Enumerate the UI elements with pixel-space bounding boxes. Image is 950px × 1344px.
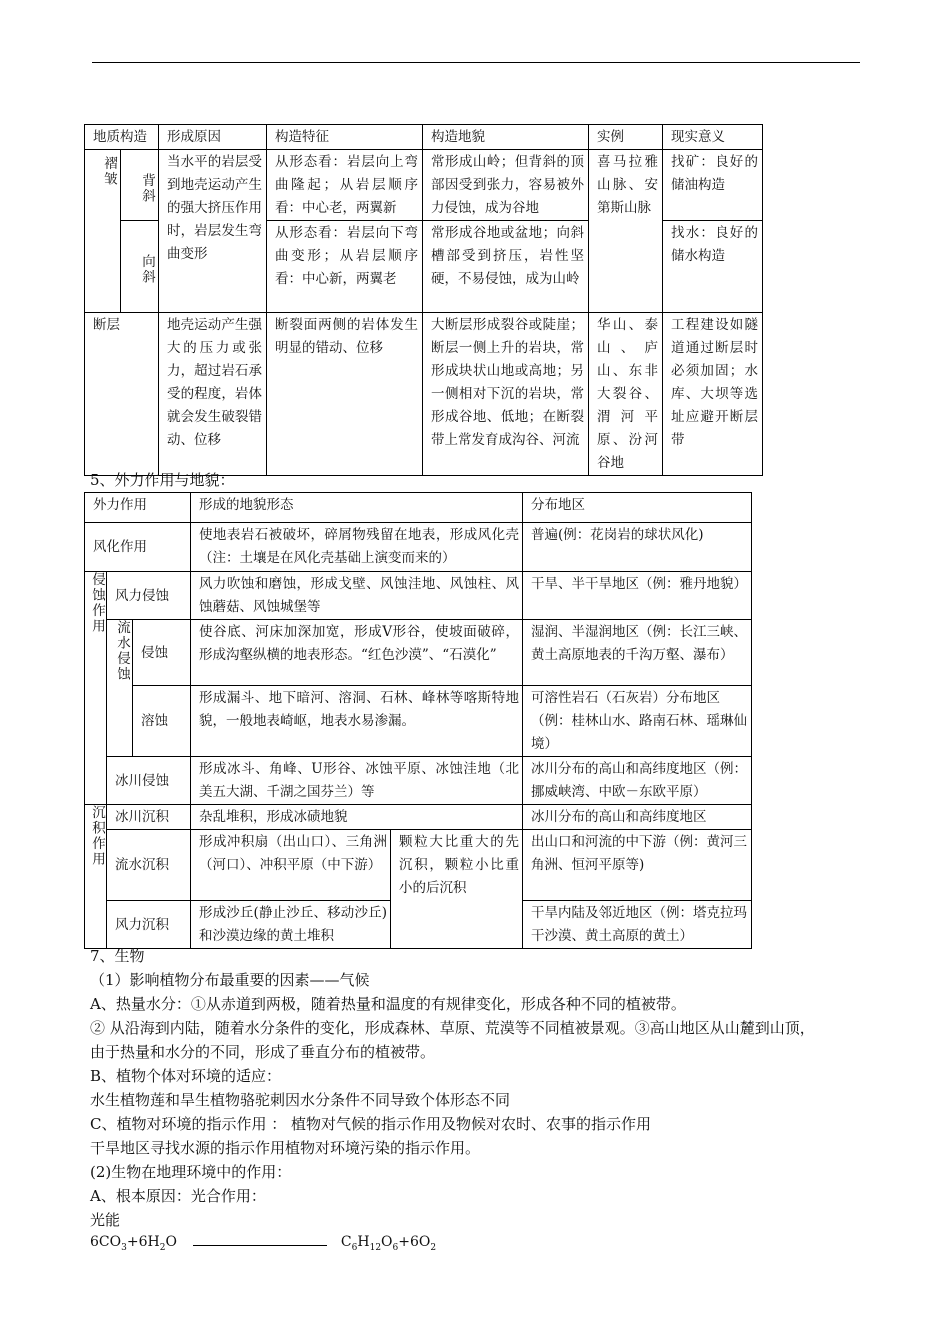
header-cell: 形成的地貌形态 [191,493,523,523]
paragraph-line: ② 从沿海到内陆，随着水分条件的变化，形成森林、草原、荒漠等不同植被景观。③高山地区从山麓到山顶， [90,1019,815,1037]
table-row [85,757,752,805]
paragraph-line: B、植物个体对环境的适应： [90,1067,282,1085]
syncline-meaning: 找水：良好的储水构造 [663,221,763,313]
anticline-meaning: 找矿：良好的储油构造 [663,150,763,221]
eq-sub: 12 [369,1242,382,1253]
table-header-row [85,125,763,150]
wind-dep-label: 风力沉积 [107,901,191,949]
anticline-label: 背斜 [121,150,159,221]
eq-sub: 3 [121,1242,127,1253]
eq-text: +6O [398,1234,431,1250]
eq-sub: 2 [159,1242,166,1253]
table-row [85,686,752,757]
paragraph-line: （1）影响植物分布最重要的因素——气候 [90,971,370,989]
anticline-landform: 常形成山岭；但背斜的顶部因受到张力，容易被外力侵蚀，成为谷地 [423,150,589,221]
wind-erosion-area: 干旱、半干旱地区（例：雅丹地貌） [523,572,752,620]
water-dissolve-label: 溶蚀 [133,686,191,757]
weathering-area: 普遍(例：花岗岩的球状风化) [523,523,752,572]
table-row [85,313,763,476]
deposition-note: 颗粒大比重大的先沉积，颗粒小比重小的后沉积 [391,830,523,949]
water-erode-label: 侵蚀 [133,620,191,686]
water-dissolve-form: 形成漏斗、地下暗河、溶洞、石林、峰林等喀斯特地貌，一般地表崎岖，地表水易渗漏。 [191,686,523,757]
eq-text: 6CO [90,1234,122,1250]
light-energy-label: 光能 [90,1211,121,1229]
syncline-feature: 从形态看：岩层向下弯曲变形；从岩层顺序看：中心新，两翼老 [267,221,423,313]
wind-dep-area: 干旱内陆及邻近地区（例：塔克拉玛干沙漠、黄土高原的黄土） [523,901,752,949]
deposition-label: 沉积作用 [85,805,107,949]
header-cell: 现实意义 [663,125,763,150]
eq-text: O [165,1234,177,1250]
fault-feature: 断裂面两侧的岩体发生明显的错动、位移 [267,313,423,476]
paragraph-line: C、植物对环境的指示作用 ： 植物对气候的指示作用及物候对农时、农事的指示作用 [90,1115,652,1133]
water-erode-form: 使谷底、河床加深加宽，形成V形谷，使坡面破碎，形成沟壑纵横的地表形态。“红色沙漠”、“石漠化” [191,620,523,686]
geologic-structure-table [84,124,763,476]
fault-example: 华山、泰山、庐山、东非大裂谷、渭河平原、汾河谷地 [589,313,663,476]
eq-sub: 6 [392,1242,399,1253]
fault-meaning: 工程建设如隧道通过断层时必须加固；水库、大坝等选址应避开断层带 [663,313,763,476]
eq-sub: 2 [430,1242,437,1253]
section-7-title: 7、生物 [90,947,145,965]
water-dep-area: 出山口和河流的中下游（例：黄河三角洲、恒河平原等) [523,830,752,901]
photosynthesis-equation [90,1230,436,1254]
paragraph-line: 干旱地区寻找水源的指示作用植物对环境污染的指示作用。 [90,1139,481,1157]
paragraph-line: 水生植物莲和旱生植物骆驼刺因水分条件不同导致个体形态不同 [90,1091,511,1109]
glacier-erosion-form: 形成冰斗、角峰、U形谷、冰蚀平原、冰蚀洼地（北美五大湖、千湖之国芬兰）等 [191,757,523,805]
header-cell: 地质构造 [85,125,159,150]
glacier-erosion-label: 冰川侵蚀 [107,757,191,805]
fault-label: 断层 [85,313,159,476]
reaction-arrow-line [193,1233,327,1246]
fold-cause: 当水平的岩层受到地壳运动产生的强大挤压作用时，岩层发生弯曲变形 [159,150,267,313]
wind-erosion-form: 风力吹蚀和磨蚀，形成戈壁、风蚀洼地、风蚀柱、风蚀蘑菇、风蚀城堡等 [191,572,523,620]
eq-sub: 6 [351,1242,358,1253]
table-row [85,150,763,221]
header-rule [92,62,860,63]
table-row [85,572,752,620]
table-row [85,620,752,686]
section-5-title: 5、外力作用与地貌： [90,471,235,489]
erosion-label: 侵蚀作用 [85,572,107,805]
water-erosion-label: 流水侵蚀 [107,620,133,757]
table-header-row [85,493,752,523]
syncline-landform: 常形成谷地或盆地；向斜槽部受到挤压，岩性坚硬，不易侵蚀，成为山岭 [423,221,589,313]
paragraph-line: (2)生物在地理环境中的作用： [90,1163,292,1181]
wind-dep-form: 形成沙丘(静止沙丘、移动沙丘)和沙漠边缘的黄土堆积 [191,901,391,949]
glacier-dep-form: 杂乱堆积，形成冰碛地貌 [191,805,523,830]
fault-landform: 大断层形成裂谷或陡崖；断层一侧上升的岩块，常形成块状山地或高地；另一侧相对下沉的岩块，常形成谷地、低地；在断裂带上常发育成沟谷、河流 [423,313,589,476]
glacier-dep-label: 冰川沉积 [107,805,191,830]
weathering-label: 风化作用 [85,523,191,572]
water-erode-area: 湿润、半湿润地区（例：长江三峡、黄土高原地表的千沟万壑、瀑布） [523,620,752,686]
syncline-label: 向斜 [121,221,159,313]
glacier-dep-area: 冰川分布的高山和高纬度地区 [523,805,752,830]
header-cell: 外力作用 [85,493,191,523]
table-row [85,830,752,901]
table-row [85,523,752,572]
header-cell: 实例 [589,125,663,150]
fold-label: 褶皱 [85,150,121,313]
water-dep-form: 形成冲积扇（出山口）、三角洲（河口）、冲积平原（中下游） [191,830,391,901]
paragraph-line: A、热量水分：①从赤道到两极，随着热量和温度的有规律变化，形成各种不同的植被带。 [90,995,686,1013]
eq-text: H [357,1234,370,1250]
paragraph-line: 由于热量和水分的不同，形成了垂直分布的植被带。 [90,1043,436,1061]
header-cell: 构造特征 [267,125,423,150]
external-force-table [84,492,752,949]
eq-text: +6H [126,1234,160,1250]
water-dep-label: 流水沉积 [107,830,191,901]
anticline-feature: 从形态看：岩层向上弯曲隆起；从岩层顺序看：中心老，两翼新 [267,150,423,221]
wind-erosion-label: 风力侵蚀 [107,572,191,620]
eq-text: O [381,1234,393,1250]
weathering-form: 使地表岩石被破坏，碎屑物残留在地表，形成风化壳（注：土壤是在风化壳基础上演变而来的） [191,523,523,572]
paragraph-line: A、根本原因：光合作用： [90,1187,266,1205]
header-cell: 形成原因 [159,125,267,150]
water-dissolve-area: 可溶性岩石（石灰岩）分布地区（例：桂林山水、路南石林、瑶琳仙境） [523,686,752,757]
fold-example: 喜马拉雅山脉、安第斯山脉 [589,150,663,313]
eq-text: C [340,1234,352,1250]
header-cell: 构造地貌 [423,125,589,150]
glacier-erosion-area: 冰川分布的高山和高纬度地区（例：挪威峡湾、中欧－东欧平原） [523,757,752,805]
header-cell: 分布地区 [523,493,752,523]
table-row [85,805,752,830]
fault-cause: 地壳运动产生强大的压力或张力，超过岩石承受的程度，岩体就会发生破裂错动、位移 [159,313,267,476]
